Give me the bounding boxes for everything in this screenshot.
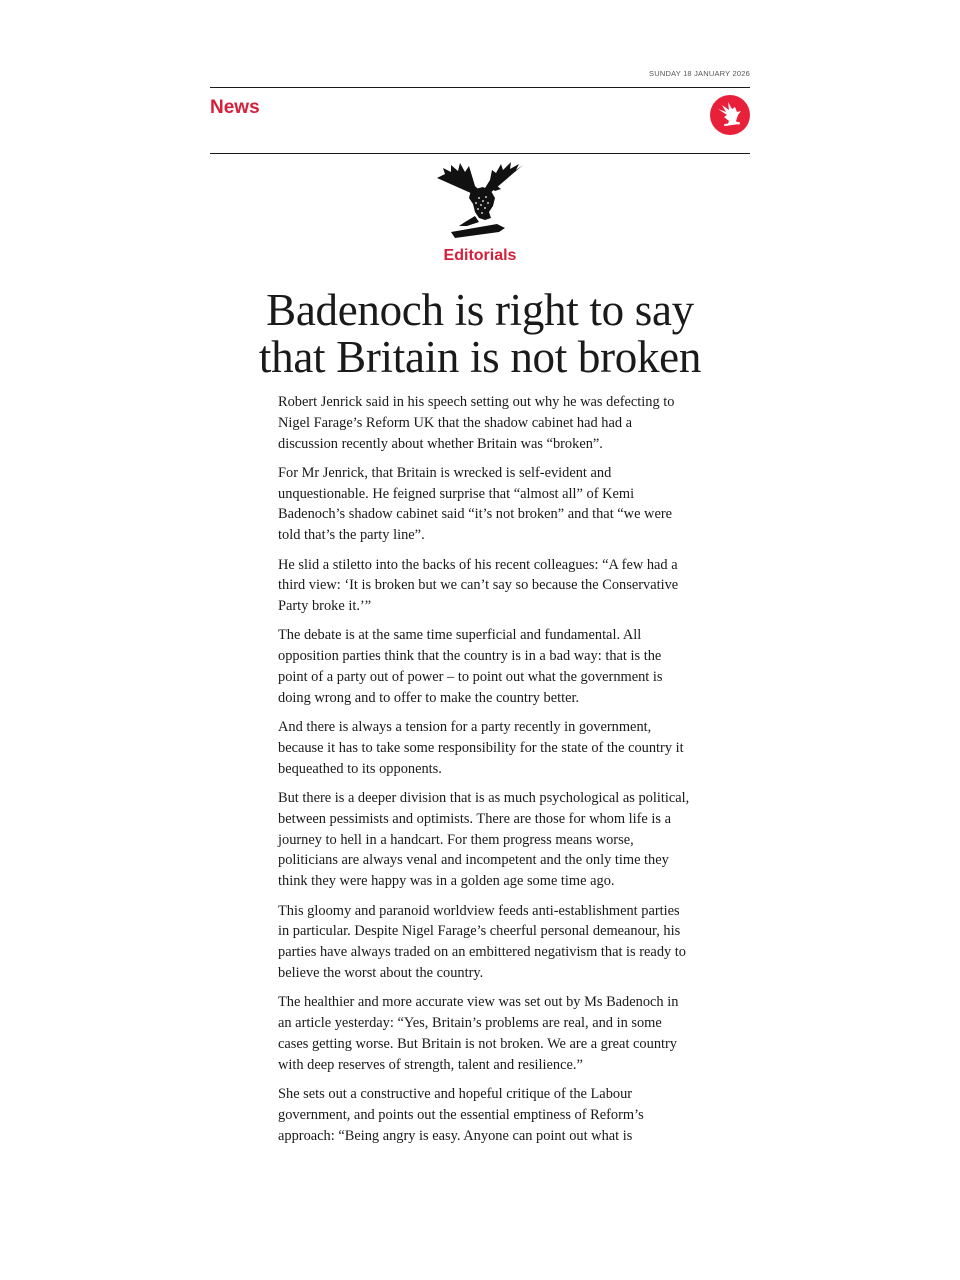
headline-line-1: Badenoch is right to say [266, 285, 694, 335]
paragraph: For Mr Jenrick, that Britain is wrecked is self-evident and unquestionable. He feigned surprise that “almost all” of Kemi Badenoch’s shadow cabinet said “it’s not broken” and that “we were told that’s the party line”. [278, 464, 673, 544]
paragraph: This gloomy and paranoid worldview feeds anti-establishment parties in particular. Despite Nigel Farage’s cheerful personal demeanour, his parties have always traded on an embittered negativism that is ready to believe the worst about the country. [278, 902, 686, 981]
badge-eagle-icon [710, 95, 750, 135]
header-bottom-rule [210, 153, 750, 154]
paragraph: And there is always a tension for a party recently in government, because it has to take some responsibility for the state of the country it bequeathed to its opponents. [278, 719, 684, 777]
headline-line-2: that Britain is not broken [258, 332, 702, 382]
article-headline [200, 287, 760, 381]
eagle-icon [435, 160, 525, 242]
section-label[interactable]: News [210, 97, 260, 118]
issue-date: SUNDAY 18 JANUARY 2026 [649, 69, 750, 78]
paragraph: He slid a stiletto into the backs of his recent colleagues: “A few had a third view: ‘It is broken but we can’t say so because the Conservative Party broke it.’” [278, 556, 679, 615]
paragraph: The healthier and more accurate view was set out by Ms Badenoch in an article yesterday: “Yes, Britain’s problems are real, and in some cases getting worse. But Britain is not broken. We are a great country with deep reserves of strength, talent and resilience.” [278, 994, 679, 1073]
header-top-rule [210, 87, 750, 88]
article-body [278, 392, 690, 1155]
logo-badge-icon[interactable] [710, 95, 750, 135]
paragraph: But there is a deeper division that is as much psychological as political, between pessimists and optimists. There are those for whom life is a journey to hell in a handcart. For them progress means worse, politicians are always venal and incompetent and the only time they think they were happy was in a golden age some time ago. [278, 790, 690, 890]
paragraph: The debate is at the same time superficial and fundamental. All opposition parties think that the country is in a bad way: that is the point of a party out of power – to point out what the government is doing wrong and to offer to make the country better. [278, 627, 663, 706]
paragraph: Robert Jenrick said in his speech setting out why he was defecting to Nigel Farage’s Reform UK that the shadow cabinet had had a discussion recently about whether Britain was “broken”. [278, 394, 675, 452]
paragraph: She sets out a constructive and hopeful critique of the Labour government, and points out the essential emptiness of Reform’s approach: “Being angry is easy. Anyone can point out what is [278, 1085, 644, 1144]
article-kicker[interactable]: Editorials [443, 247, 517, 264]
